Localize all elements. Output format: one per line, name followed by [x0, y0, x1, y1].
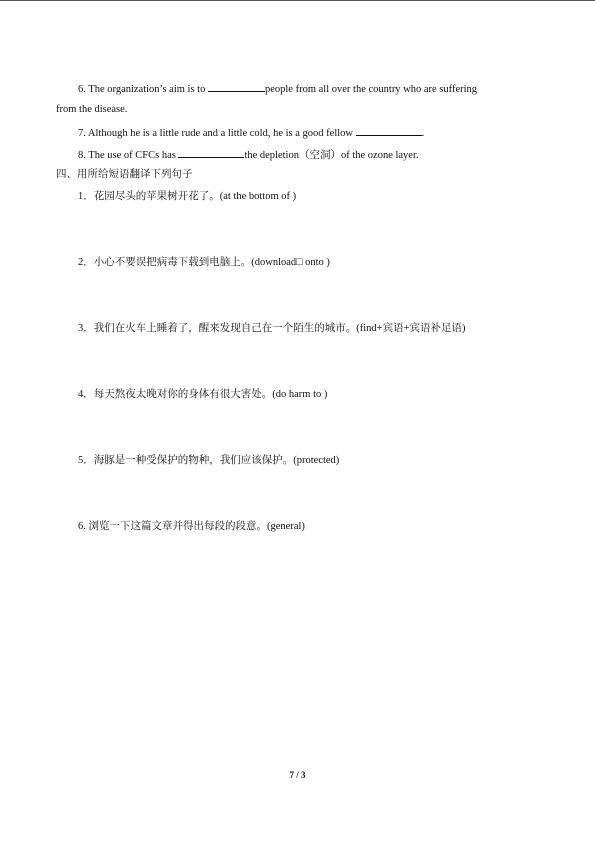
- item-number: 6.: [78, 521, 86, 532]
- translation-item-1: [78, 190, 296, 204]
- item-number: 3．: [78, 323, 94, 334]
- translation-item-3: [78, 322, 466, 336]
- answer-blank[interactable]: [178, 147, 244, 158]
- question-7: [78, 125, 424, 141]
- item-number: 2．: [78, 257, 94, 268]
- item-text: 小心不要误把病毒下载到电脑上。(download□ onto ): [93, 257, 330, 268]
- item-text: 浏览一下这篇文章并得出每段的段意。(general): [88, 521, 305, 532]
- question-number: 8.: [78, 150, 86, 161]
- question-number: 6.: [78, 84, 86, 95]
- item-number: 4．: [78, 389, 94, 400]
- translation-item-5: [78, 454, 339, 468]
- section-title: 四、用所给短语翻译下列句子: [56, 169, 193, 180]
- item-number: 5．: [78, 455, 94, 466]
- answer-blank[interactable]: [208, 81, 265, 92]
- question-8: [78, 147, 419, 163]
- translation-item-2: [78, 256, 330, 270]
- item-number: 1．: [78, 191, 94, 202]
- question-6-continued: from the disease.: [56, 104, 128, 115]
- answer-blank[interactable]: [356, 125, 422, 136]
- translation-item-4: [78, 388, 327, 402]
- question-text: people from all over the country who are suffering: [264, 84, 478, 95]
- question-text: .: [421, 128, 425, 139]
- header-rule: [0, 0, 595, 1]
- question-number: 7.: [78, 128, 86, 139]
- item-text: 我们在火车上睡着了，醒来发现自己在一个陌生的城市。(find+宾语+宾语补足语): [93, 323, 466, 334]
- translation-item-6: [78, 520, 305, 534]
- question-text: The organization’s aim is to: [88, 84, 208, 95]
- question-6: [78, 81, 477, 97]
- question-text: The use of CFCs has: [88, 150, 179, 161]
- question-text: the depletion（空洞）of the ozone layer.: [244, 150, 419, 161]
- item-text: 每天熬夜太晚对你的身体有很大害处。(do harm to ): [93, 389, 328, 400]
- page-number: 7 / 3: [289, 770, 306, 780]
- question-text: Although he is a little rude and a little cold, he is a good fellow: [87, 128, 356, 139]
- item-text: 花园尽头的苹果树开花了。(at the bottom of ): [93, 191, 297, 202]
- item-text: 海豚是一种受保护的物种，我们应该保护。(protected): [93, 455, 340, 466]
